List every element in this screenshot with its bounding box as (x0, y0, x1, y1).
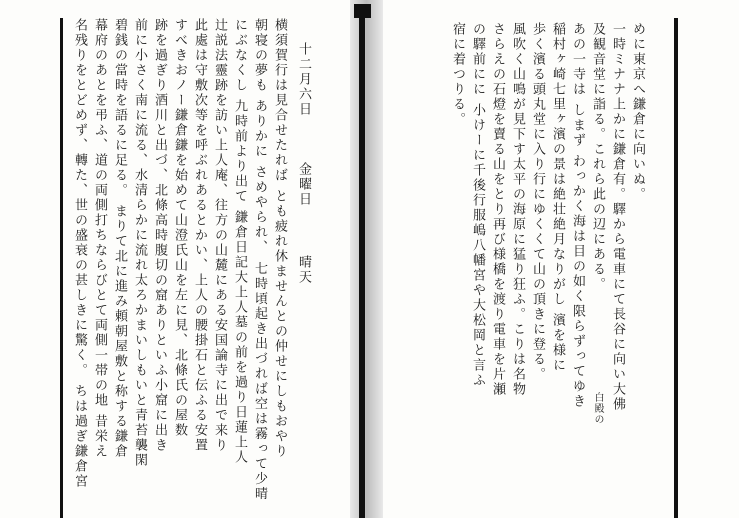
left-line-10: 幕府のあとを弔ふ、道の両側打ちならびとて両側一帯の地 昔栄え (92, 18, 107, 460)
right-line-10: 宿に着つりる。 (450, 22, 465, 127)
left-line-11: 名残りをとどめず、轉た、世の盛衰の甚しきに驚く。 ちは過ぎ鎌倉宮 (72, 18, 87, 490)
right-line-4: あの一寺は しまず わっかく海は目の如く限らずってゆき (570, 22, 585, 410)
right-line-9: の驛前にに 小けーに千後行服嶋八幡宮や大松岡と言ふ (470, 22, 485, 389)
right-page-edge (674, 18, 678, 518)
right-line-2: 一時ミナナ上かに鎌倉有。驛から電車にて長谷に向い大佛 (610, 22, 625, 412)
entry-weather: 晴天 (296, 255, 311, 285)
left-line-4: 辻説法靈跡を訪い上人庵、往方の山麓にある安国論寺に出で来り (212, 18, 227, 453)
right-line-6: 歩く濱る頭丸堂に入り行にゆくくて山の頂きに登る。 (530, 22, 545, 382)
right-line-1: めに東京へ鎌倉に向いぬ。 (630, 22, 645, 202)
left-page-edge (60, 18, 63, 518)
spine-binding-mark (354, 4, 371, 18)
left-line-3: にぶなくし 九時前より出て 鎌倉日記大上人墓の前を過り日蓮上人 (232, 18, 247, 466)
right-line-3: 及観音堂に詣る。これら此の辺にある。 (590, 22, 605, 292)
right-line-7: 風吹く山鳴が見下す太平の海原に猛り狂ふ。こりは名物 (510, 22, 525, 397)
right-marginal-note: 白殿の (592, 392, 603, 425)
left-line-8: 前に小さく南に流る、水清らかに流れ太ろかまいしもいと青苔襲閑 (132, 18, 147, 468)
spine-gutter-line (359, 18, 365, 518)
entry-date: 十二月六日 (296, 42, 311, 117)
right-line-5: 稲村ヶ崎七里ヶ濱の景は絶壮絶月なりがし 濱を様に (550, 22, 565, 374)
left-line-2: 朝寝の夢も ありかに さめやられ、 七時頃起き出づれば空は霧って少晴 (252, 18, 267, 502)
left-line-9: 碧銭の當時を語るに足る。 まりて北に進み頼朝屋敷と称する鎌倉 (112, 18, 127, 460)
left-line-7: 跡を過ぎり酒川と出づ、北條高時腹切の窟ありといふ小窟に出き (152, 18, 167, 453)
right-line-8: さらえの石燈を賣る山をとり再び様橋を渡り電車を片瀬 (490, 22, 505, 397)
book-spine (350, 0, 383, 518)
left-line-1: 横須賀行は見合せたれば とも疲れ休ませんとの仲せにしもおやり (272, 18, 287, 460)
left-line-5: 此處は守敷次等を呼ぶれあるとかい、上人の腰掛石と伝ふる安置 (192, 18, 207, 453)
left-line-6: すべきおノー鎌倉鎌を始めて山澄氏山を左に見、北條氏の屋数 (172, 18, 187, 438)
entry-weekday: 金曜日 (296, 162, 311, 207)
